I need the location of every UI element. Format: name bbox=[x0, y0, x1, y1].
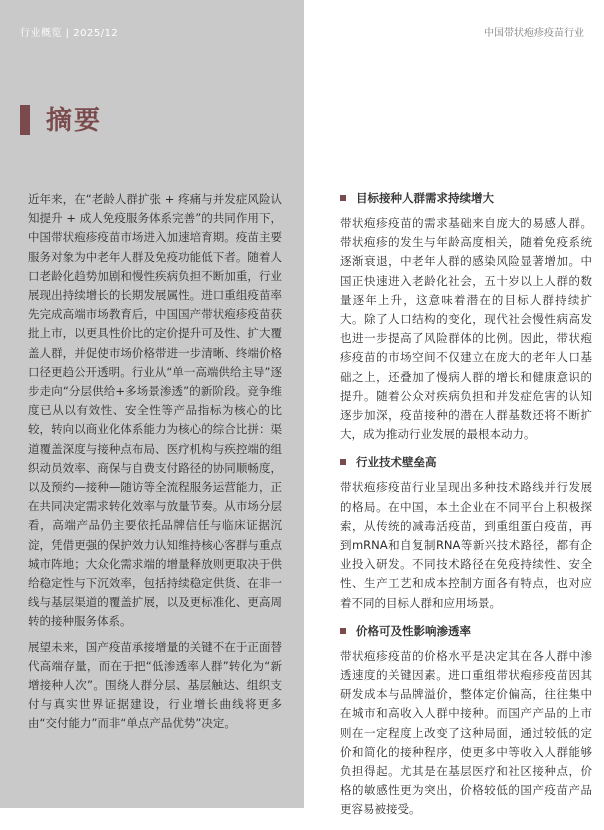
subsection-heading bbox=[340, 454, 592, 470]
header-right-label: 中国带状疱疹疫苗行业 bbox=[484, 28, 584, 39]
square-bullet-icon bbox=[340, 628, 346, 634]
right-column bbox=[340, 190, 592, 830]
subsection-heading bbox=[340, 623, 592, 639]
subsection-body: 带状疱疹疫苗行业呈现出多种技术路线并行发展的格局。在中国，本土企业在不同平台上积极探索，从传统的减毒活疫苗，到重组蛋白疫苗，再到mRNA和自复制RNA等新兴技术路径，都有企业投入研发。不同技术路径在免疫持续性、安全性、生产工艺和成本控制方面各有特点，也对应着不同的目标人群和应用场景。 bbox=[340, 480, 592, 610]
square-bullet-icon bbox=[340, 459, 346, 465]
subsection-body: 带状疱疹疫苗的需求基础来自庞大的易感人群。带状疱疹的发生与年龄高度相关，随着免疫系统逐渐衰退，中老年人群的感染风险显著增加。中国正快速进入老龄化社会，五十岁以上人群的数量逐年上升，这意味着潜在的目标人群持续扩大。除了人口结构的变化，现代社会慢性病高发也进一步提高了风险群体的比例。因此，带状疱疹疫苗的市场空间不仅建立在庞大的老年人口基础之上，还叠加了慢病人群的增长和健康意识的提升。随着公众对疾病负担和并发症危害的认知逐步加深，疫苗接种的潜在人群基数还将不断扩大，成为推动行业发展的最根本动力。 bbox=[340, 216, 592, 442]
left-paragraph-1: 近年来，在“老龄人群扩张 + 疼痛与并发症风险认知提升 + 成人免疫服务体系完善”的共同作用下，中国带状疱疹疫苗市场进入加速培育期。疫苗主要服务对象为中老年人群及免疫功能低下者。随着人口老龄化趋势加剧和慢性疾病负担不断加重，行业展现出持续增长的长期发展属性。进口重组疫苗率先完成高端市场教育后，中国国产带状疱疹疫苗获批上市，以更具性价比的定价提升可及性、扩大覆盖人群，并促使市场价格带进一步清晰、终端价格口径更趋公开透明。行业从“单一高端供给主导”逐步走向“分层供给+多场景渗透”的新阶段。竞争维度已从以有效性、安全性等产品指标为核心的比较，转向以商业化体系能力为核心的综合比拼：渠道覆盖深度与接种点布局、医疗机构与疾控端的组织动员效率、商保与自费支付路径的协同顺畅度，以及预约—接种—随访等全流程服务运营能力，正在共同决定需求转化效率与放量节奏。从市场分层看，高端产品仍主要依托品牌信任与临床证据沉淀，凭借更强的保护效力认知维持核心客群与重点城市阵地；大众化需求端的增量释放则更取决于供给稳定性与下沉效率，包括持续稳定供货、在非一线与基层渠道的覆盖扩展，以及更标准化、更高周转的接种服务体系。 bbox=[28, 192, 282, 629]
subsection-body: 带状疱疹疫苗的价格水平是决定其在各人群中渗透速度的关键因素。进口重组带状疱疹疫苗因其研发成本与品牌溢价，整体定价偏高，往往集中在城市和高收入人群中接种。而国产产品的上市则在一定程度上改变了这种局面，通过较低的定价和简化的接种程序，使更多中等收入人群能够负担得起。尤其是在基层医疗和社区接种点，价格的敏感性更为突出，价格较低的国产疫苗产品更容易被接受。 bbox=[340, 648, 592, 817]
left-column-text bbox=[28, 190, 282, 740]
left-paragraph-2: 展望未来，国产疫苗承接增量的关键不在于正面替代高端存量，而在于把“低渗透率人群”转化为“新增接种人次”。围绕人群分层、基层触达、组织支付与真实世界证据建设，行业增长曲线将更多由“交付能力”而非“单点产品优势”决定。 bbox=[28, 639, 282, 731]
section-title: 摘要 bbox=[46, 106, 103, 136]
square-bullet-icon bbox=[340, 195, 346, 201]
subsection-heading-text: 目标接种人群需求持续增大 bbox=[356, 191, 494, 205]
section-accent-bar bbox=[20, 105, 30, 135]
subsection-heading-text: 价格可及性影响渗透率 bbox=[356, 623, 471, 638]
subsection-heading bbox=[340, 190, 592, 206]
header-left-label: 行业概览 | 2025/12 bbox=[20, 28, 119, 39]
subsection-heading-text: 行业技术壁垒高 bbox=[356, 455, 437, 470]
